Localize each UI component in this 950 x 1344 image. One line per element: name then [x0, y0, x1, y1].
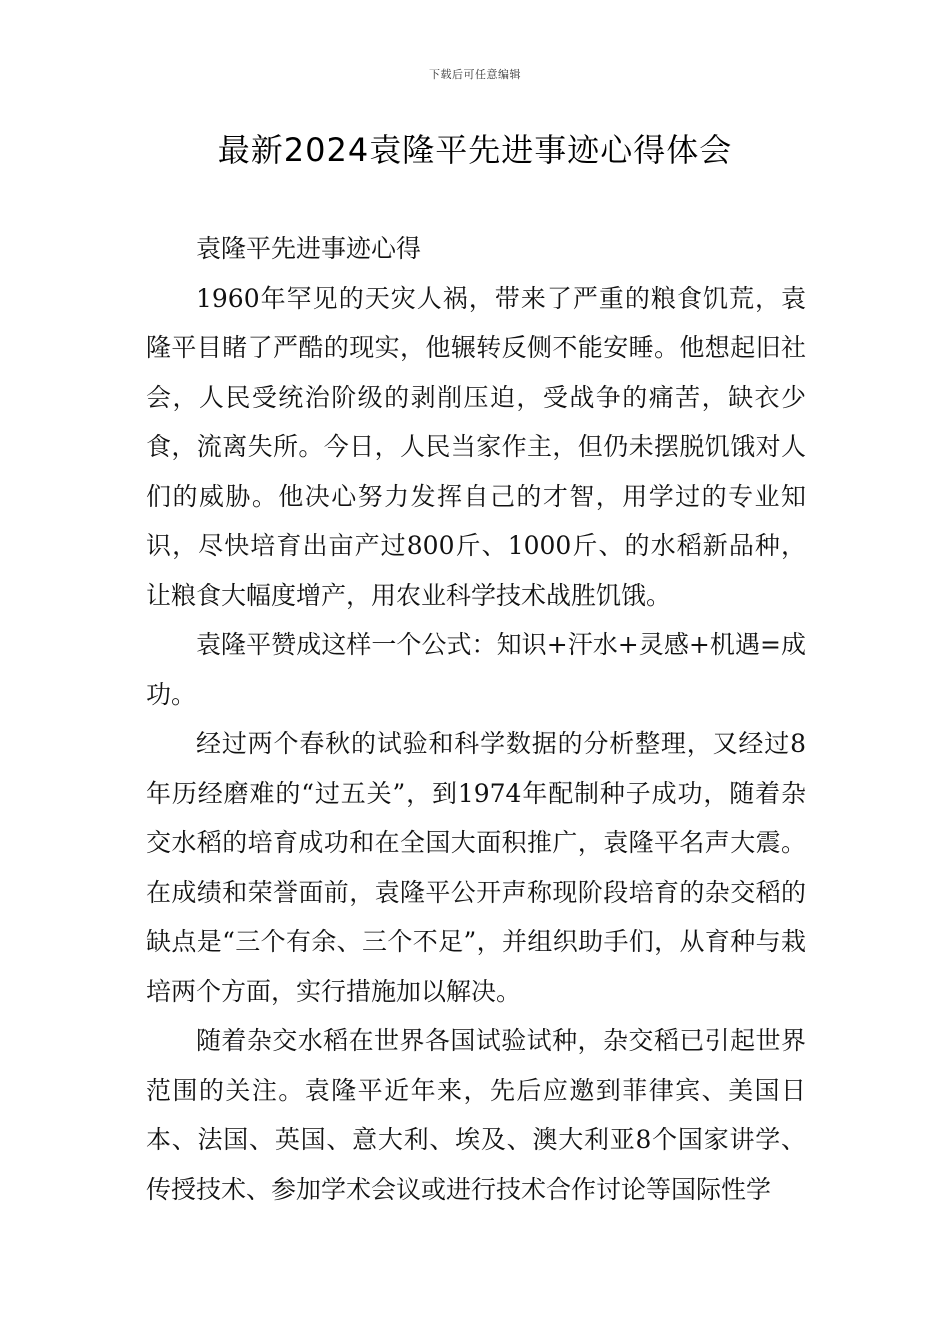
- document-body: [146, 224, 806, 1214]
- paragraph: 随着杂交水稻在世界各国试验试种，杂交稻已引起世界范围的关注。袁隆平近年来，先后应邀到菲律宾、美国日本、法国、英国、意大利、埃及、澳大利亚8个国家讲学、传授技术、参加学术会议或进行技术合作讨论等国际性学: [146, 1026, 806, 1204]
- paragraph: 袁隆平赞成这样一个公式：知识+汗水+灵感+机遇=成功。: [146, 630, 806, 709]
- paragraph: 经过两个春秋的试验和科学数据的分析整理，又经过8年历经磨难的“过五关”，到1974年配制种子成功，随着杂交水稻的培育成功和在全国大面积推广，袁隆平名声大震。在成绩和荣誉面前，袁隆平公开声称现阶段培育的杂交稻的缺点是“三个有余、三个不足”，并组织助手们，从育种与栽培两个方面，实行措施加以解决。: [146, 729, 806, 1006]
- paragraph: 1960年罕见的天灾人祸，带来了严重的粮食饥荒，袁隆平目睹了严酷的现实，他辗转反侧不能安睡。他想起旧社会，人民受统治阶级的剥削压迫，受战争的痛苦，缺衣少食，流离失所。今日，人民当家作主，但仍未摆脱饥饿对人们的威胁。他决心努力发挥自己的才智，用学过的专业知识，尽快培育出亩产过800斤、1000斤、的水稻新品种，让粮食大幅度增产，用农业科学技术战胜饥饿。: [146, 283, 806, 610]
- header-note: 下载后可任意编辑: [429, 68, 521, 81]
- paragraph-subtitle: 袁隆平先进事迹心得: [196, 234, 422, 263]
- document-title: 最新2024袁隆平先进事迹心得体会: [217, 131, 733, 169]
